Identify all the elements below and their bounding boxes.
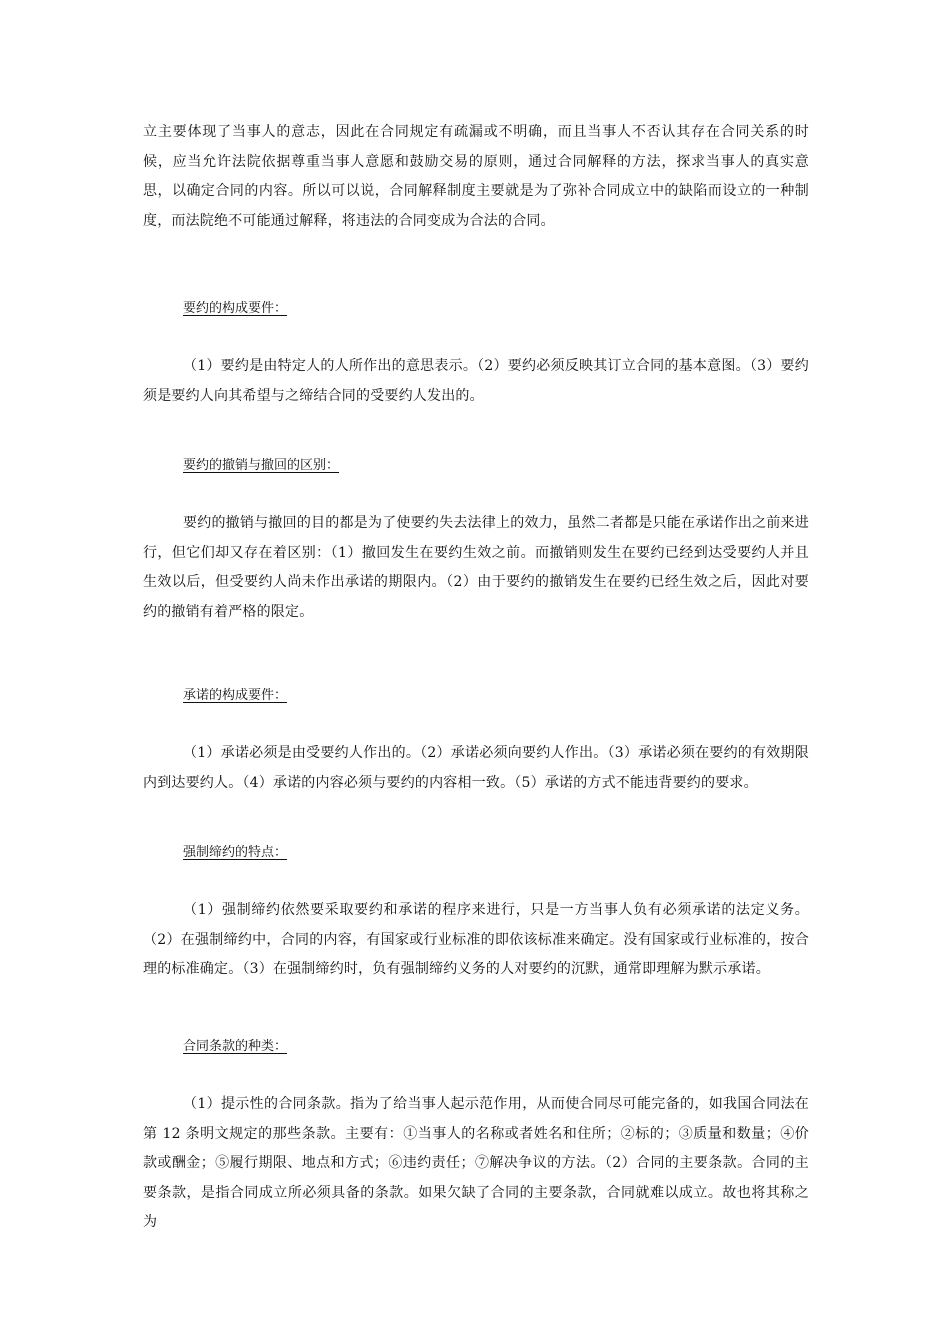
heading-offer-elements-text: 要约的构成要件： <box>183 301 288 316</box>
heading-offer-elements <box>183 299 287 319</box>
heading-contract-terms-text: 合同条款的种类： <box>183 1039 288 1054</box>
heading-compulsory-contracting-text: 强制缔约的特点： <box>183 845 288 860</box>
heading-compulsory-contracting <box>183 843 287 863</box>
heading-offer-revocation-text: 要约的撤销与撤回的区别： <box>183 458 340 473</box>
paragraph-offer-elements: （1）要约是由特定人的人所作出的意思表示。（2）要约必须反映其订立合同的基本意图。（3）要约须是要约人向其希望与之缔结合同的受要约人发出的。 <box>143 358 809 404</box>
paragraph-contract-interpretation: 立主要体现了当事人的意志，因此在合同规定有疏漏或不明确，而且当事人不否认其存在合同关系的时候，应当允许法院依据尊重当事人意愿和鼓励交易的原则，通过合同解释的方法，探求当事人的真实意思，以确定合同的内容。所以可以说，合同解释制度主要就是为了弥补合同成立中的缺陷而设立的一种制度，而法院绝不可能通过解释，将违法的合同变成为合法的合同。 <box>143 124 809 229</box>
heading-acceptance-elements <box>183 686 287 706</box>
paragraph-contract-terms: （1）提示性的合同条款。指为了给当事人起示范作用，从而使合同尽可能完备的，如我国合同法在第 12 条明文规定的那些条款。主要有：①当事人的名称或者姓名和住所；②标的；③质量和数量；④价款或酬金；⑤履行期限、地点和方式；⑥违约责任；⑦解决争议的方法。（2）合同的主要条款。合同的主要条款，是指合同成立所必须具备的条款。如果欠缺了合同的主要条款，合同就难以成立。故也将其称之为 <box>143 1096 809 1230</box>
heading-contract-terms <box>183 1037 287 1057</box>
heading-acceptance-elements-text: 承诺的构成要件： <box>183 688 288 703</box>
paragraph-compulsory-contracting: （1）强制缔约依然要采取要约和承诺的程序来进行，只是一方当事人负有必须承诺的法定义务。（2）在强制缔约中，合同的内容，有国家或行业标准的即依该标准来确定。没有国家或行业标准的，按合理的标准确定。（3）在强制缔约时，负有强制缔约义务的人对要约的沉默，通常即理解为默示承诺。 <box>143 902 809 977</box>
paragraph-offer-revocation: 要约的撤销与撤回的目的都是为了使要约失去法律上的效力，虽然二者都是只能在承诺作出之前来进行，但它们却又存在着区别：（1）撤回发生在要约生效之前。而撤销则发生在要约已经到达受要约人并且生效以后，但受要约人尚未作出承诺的期限内。（2）由于要约的撤销发生在要约已经生效之后，因此对要约的撤销有着严格的限定。 <box>143 515 809 620</box>
paragraph-acceptance-elements: （1）承诺必须是由受要约人作出的。（2）承诺必须向要约人作出。（3）承诺必须在要约的有效期限内到达要约人。（4）承诺的内容必须与要约的内容相一致。（5）承诺的方式不能违背要约的要求。 <box>143 745 809 791</box>
heading-offer-revocation <box>183 456 339 476</box>
